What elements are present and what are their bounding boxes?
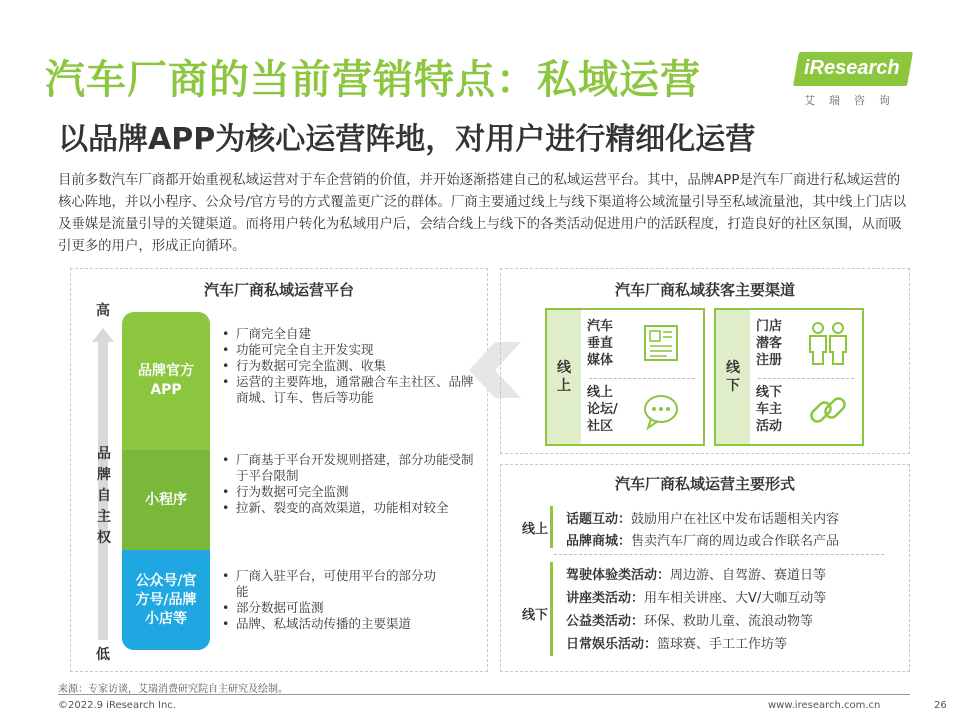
source-note: 来源：专家访谈，艾瑞消费研究院自主研究及绘制。 [58,684,288,695]
tier-miniprogram-bullets [222,452,484,516]
link-chain-icon [806,388,850,432]
forms-online-label: 线上 [522,522,549,537]
form-item: 驾驶体验类活动：周边游、自驾游、赛道日等 [566,568,827,583]
newspaper-icon [639,322,683,364]
copyright: ©2022.9 iResearch Inc. [58,700,176,711]
forms-offline-label: 线下 [522,608,549,623]
page-number: 26 [934,700,947,711]
platform-title: 汽车厂商私域运营平台 [203,281,354,299]
logo-sub: 艾瑞咨询 [804,94,904,107]
bullet: • 部分数据可监测 [222,600,444,616]
form-item: 日常娱乐活动：篮球赛、手工工作坊等 [566,637,788,652]
forms-divider [554,554,884,555]
forms-offline-bar [550,562,553,656]
axis-label: 品牌自主权 [97,446,111,546]
channel-item: 线下车主活动 [756,385,783,434]
channel-item: 门店潜客注册 [756,319,783,368]
website-link[interactable]: www.iresearch.com.cn [768,700,881,711]
forms-online-bar [550,506,553,548]
chat-bubble-icon [639,390,683,432]
bullet: • 厂商入驻平台，可使用平台的部分功能 [222,568,444,600]
form-item: 讲座类活动：用车相关讲座、大V/大咖互动等 [566,591,827,606]
logo-name: iResearch [804,57,900,79]
channel-offline-label: 线下 [716,310,750,444]
channel-item: 线上论坛/社区 [587,385,618,434]
bullet: • 行为数据可完全监测 [222,484,484,500]
form-item: 公益类活动：环保、救助儿童、流浪动物等 [566,614,814,629]
tier-app: 品牌官方APP [122,312,210,450]
tier-official-bullets [222,568,444,632]
people-icon [804,320,852,366]
channel-online-box [545,308,705,446]
tier-official-account: 公众号/官方号/品牌小店等 [122,550,210,650]
axis-low-label: 低 [96,647,110,663]
bullet: • 品牌、私域活动传播的主要渠道 [222,616,444,632]
channels-title: 汽车厂商私域获客主要渠道 [614,281,795,299]
channel-item: 汽车垂直媒体 [587,319,614,368]
intro-paragraph: 目前多数汽车厂商都开始重视私域运营对于车企营销的价值，并开始逐渐搭建自己的私域运营平台。其中，品牌APP是汽车厂商进行私域运营的核心阵地，并以小程序、公众号/官方号的方式覆盖更广泛的群体。厂商主要通过线上与线下渠道将公域流量引导至私域流量池，其中线上门店以及垂媒是流量引导的关键渠道。而将用户转化为私域用户后，会结合线上与线下的各类活动促进用户的活跃程度，打造良好的社区氛围，从而吸引更多的用户，形成正向循环。 [58,173,907,254]
footer-divider [58,694,910,695]
forms-title: 汽车厂商私域运营主要形式 [614,475,795,493]
page-subtitle: 以品牌APP为核心运营阵地，对用户进行精细化运营 [58,122,756,157]
channel-online-label: 线上 [547,310,581,444]
page-title: 汽车厂商的当前营销特点：私域运营 [45,57,701,103]
bullet: • 行为数据可完全监测、收集 [222,358,484,374]
bullet: • 功能可完全自主开发实现 [222,342,484,358]
axis-high-label: 高 [96,303,110,319]
tier-miniprogram: 小程序 [122,450,210,550]
bullet: • 拉新、裂变的高效渠道，功能相对较全 [222,500,484,516]
form-item: 话题互动：鼓励用户在社区中发布话题相关内容 [566,512,840,527]
form-item: 品牌商城：售卖汽车厂商的周边或合作联名产品 [566,534,840,549]
bullet: • 运营的主要阵地，通常融合车主社区、品牌商城、订车、售后等功能 [222,374,484,406]
bullet: • 厂商完全自建 [222,326,484,342]
channel-offline-box [714,308,864,446]
tier-app-bullets [222,326,484,406]
bullet: • 厂商基于平台开发规则搭建，部分功能受制于平台限制 [222,452,484,484]
iresearch-logo [796,52,916,110]
